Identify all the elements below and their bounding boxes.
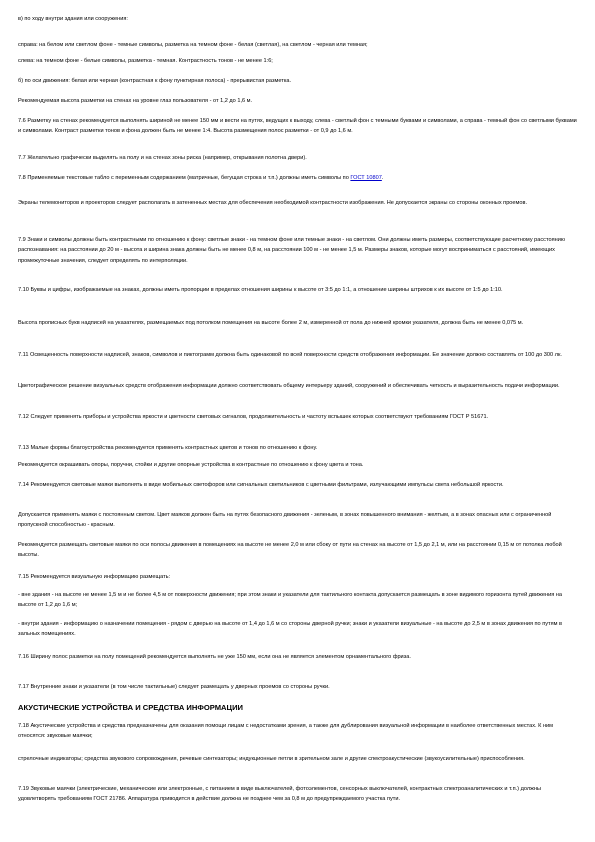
paragraph: Высота прописных букв надписей на указателях, размещаемых под потолком помещения на высоте более 2 м, измеренной от пола до нижней кромки указателя, должна быть не менее 0,075 м. xyxy=(18,320,524,326)
paragraph-7-16: 7.16 Ширину полос разметки на полу помещений рекомендуется выполнять не уже 150 мм, если она не является элементом орнаментального фриза. xyxy=(18,654,411,660)
paragraph: Цветографическое решение визуальных средств отображения информации должно соответствовать общему интерьеру зданий, сооружений и обеспечивать четкость и выразительность подачи информации. xyxy=(18,383,560,389)
paragraph-7-12: 7.12 Следует применять приборы и устройства яркости и цветности световых сигналов, продолжительность и частоту вспышек которых соответствуют требованиям ГОСТ Р 51671. xyxy=(18,414,489,420)
paragraph-7-19: 7.19 Звуковые маячки (электрические, механические или электронные, с питанием в виде выключателей, фотоэлементов, сенсорных выключателей, контрактных спектроаналитических и т.п.) должны удовлетворять требованиям ГОСТ 21786. Аппаратура приводится в действие должна не позднее чем за 0,8 м до предупреждаемого участка пути. xyxy=(18,786,541,803)
paragraph: Рекомендуется размещать световые маяки по оси полосы движения в помещениях на высоте не менее 2,0 м или сбоку от пути на стенах на высоте от 1,5 до 2,1 м, или на расстоянии 0,15 м от потолка любой высоты. xyxy=(18,542,562,559)
paragraph-7-8-text: 7.8 Применяемые текстовые табло с переменным содержанием (матричные, бегущая строка и т.п.) должны иметь символы по xyxy=(18,175,351,181)
paragraph: - вне здания - на высоте не менее 1,5 м и не более 4,5 м от поверхности движения; при этом знаки и указатели для тактильного контакта допускается размещать в зоне видимого горизонта путей движения на высоте от 1,2 до 1,6 м; xyxy=(18,592,562,609)
paragraph: б) по оси движения: белая или черная (контрастная к фону пунктирная полоса) - прерывистая разметка. xyxy=(18,78,292,84)
paragraph-7-13: 7.13 Малые формы благоустройства рекомендуется применять контрастных цветов и тонов по отношению к фону. xyxy=(18,445,318,451)
paragraph: справа: на белом или светлом фоне - темные символы, разметка на темном фоне - белая (светлая), на светлом - черная или темная; xyxy=(18,42,368,48)
paragraph-7-8-end: . xyxy=(381,175,384,181)
paragraph-7-14: 7.14 Рекомендуется световые маяки выполнять в виде мобильных светофоров или сигнальных светильников с цветными фильтрами, излучающими импульсы света небольшой яркости. xyxy=(18,482,504,488)
paragraph-7-7: 7.7 Желательно графически выделять на полу и на стенах зоны риска (например, открывания полотна двери). xyxy=(18,155,307,161)
paragraph: Экраны телемониторов и проекторов следует располагать в затененных местах для обеспечения необходимой контрастности изображения. Не допускается экраны со стороны оконных проемов. xyxy=(18,200,528,206)
paragraph: Допускается применять маяки с постоянным светом. Цвет маяков должен быть на путях безопасного движения - зеленым, в зонах повышенного внимания - желтым, а в зонах опасных или с ограниченной пропускной способностью - красным. xyxy=(18,512,552,529)
paragraph: Рекомендуемая высота разметки на стенах на уровне глаз пользователя - от 1,2 до 1,6 м. xyxy=(18,98,253,104)
paragraph-7-15: 7.15 Рекомендуется визуальную информацию размещать: xyxy=(18,574,171,580)
paragraph-7-18: 7.18 Акустические устройства и средства предназначены для оказания помощи лицам с недостатками зрения, а также для дублирования визуальной информации в наиболее ответственных местах. К ним относятся: звуковые маячки; xyxy=(18,723,554,740)
paragraph-7-10: 7.10 Буквы и цифры, изображаемые на знаках, должны иметь пропорции в пределах отношения ширины к высоте от 3:5 до 1:1, а отношение ширины штрихов к их высоте от 1:5 до 1:10. xyxy=(18,287,503,293)
paragraph-7-9: 7.9 Знаки и символы должны быть контрастными по отношению к фону: светлые знаки - на темном фоне или темные знаки - на светлом. Они должны иметь размеры, соответствующие расчетному расстоянию распознавания: на расстоянии до 20 м - высота и ширина знака должны быть не менее 0,8 м, на расстоянии 100 м - не менее 1,5 м. Размеры знаков, которые могут восприниматься с расстояний, имеющих промежуточные значения, следует определять по интерполяции. xyxy=(18,237,566,264)
paragraph-7-6: 7.6 Разметку на стенах рекомендуется выполнять шириной не менее 150 мм и вести на путях, ведущих к выходу, слева - светлый фон с темными буквами и символами, а справа - темный фон со светлыми буквами и символами. Контраст разметки тонов и фона должен быть не менее 1:4. Высота размещения полос разметки - от 0,9 до 1,6 м. xyxy=(18,118,577,135)
paragraph: в) по ходу внутри здания или сооружения: xyxy=(18,16,128,22)
gost-link[interactable]: ГОСТ 10807 xyxy=(350,175,382,181)
paragraph-7-8 xyxy=(18,173,578,183)
paragraph: слева: на темном фоне - белые символы, разметка - темная. Контрастность тонов - не менее 1:6; xyxy=(18,58,273,64)
paragraph-7-11: 7.11 Освещенность поверхности надписей, знаков, символов и пиктограмм должна быть одинаковой по всей поверхности средств отображения информации. Ее значение должно составлять от 100 до 300 лк. xyxy=(18,352,562,358)
paragraph: Рекомендуется окрашивать опоры, поручни, стойки и другие опорные устройства в контрастные по отношению к фону цвета и тона. xyxy=(18,462,364,468)
paragraph: - внутри здания - информацию о назначении помещения - рядом с дверью на высоте от 1,4 до 1,6 м со стороны дверной ручки; знаки и указатели визуальные - на высоте до 2,5 м в зонах движения по путям в зальных помещениях. xyxy=(18,621,563,638)
paragraph: стрелочные индикаторы; средства звукового сопровождения, речевые синтезаторы; индукционные петли в зрительном зале и другие спектроакустические (звукоусилительные) приспособления. xyxy=(18,756,525,762)
paragraph-7-17: 7.17 Внутренние знаки и указатели (в том числе тактильные) следует размещать у дверных проемов со стороны ручки. xyxy=(18,684,330,690)
section-heading: АКУСТИЧЕСКИЕ УСТРОЙСТВА И СРЕДСТВА ИНФОРМАЦИИ xyxy=(18,703,243,712)
